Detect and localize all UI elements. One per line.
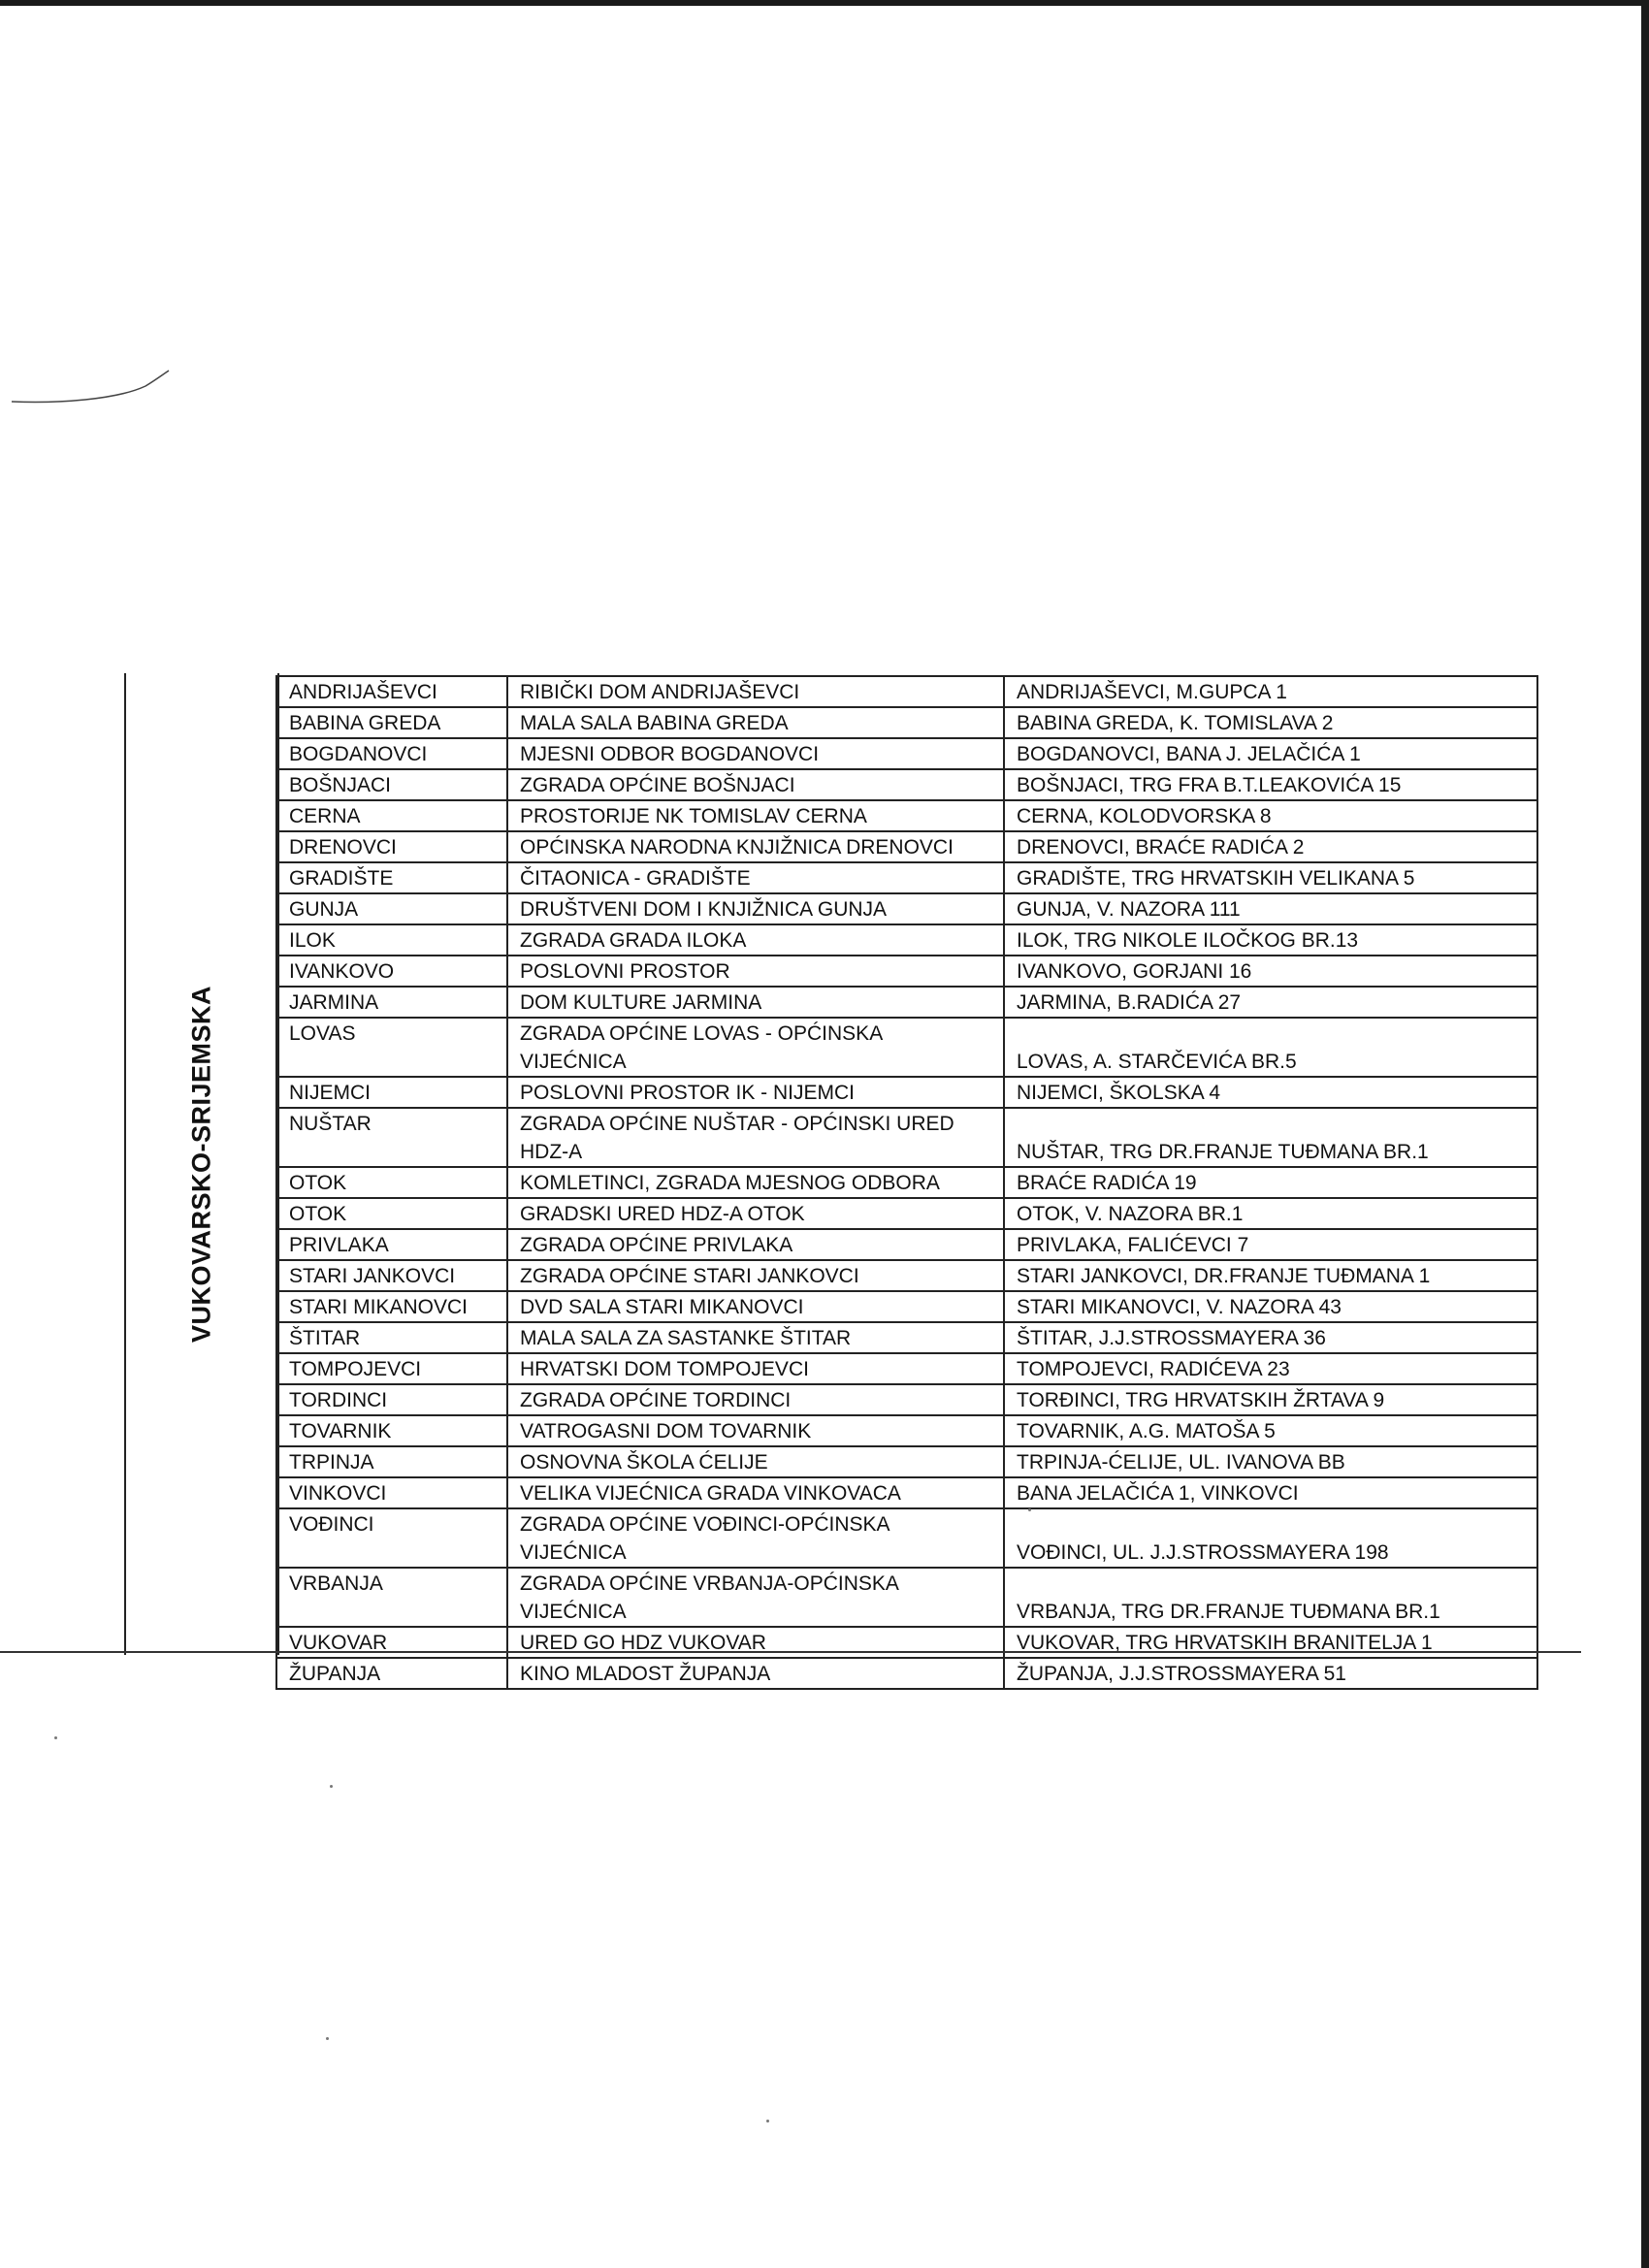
municipality-cell: ILOK: [276, 924, 507, 956]
table-row: [276, 1229, 1537, 1260]
municipality-cell: GRADIŠTE: [276, 862, 507, 893]
county-column: [124, 673, 279, 1655]
municipality-cell: JARMINA: [276, 987, 507, 1018]
address-cell: BRAĆE RADIĆA 19: [1004, 1167, 1537, 1198]
municipality-cell: VRBANJA: [276, 1568, 507, 1627]
address-cell: BABINA GREDA, K. TOMISLAVA 2: [1004, 707, 1537, 738]
address-cell: TORĐINCI, TRG HRVATSKIH ŽRTAVA 9: [1004, 1384, 1537, 1415]
municipality-cell: VUKOVAR: [276, 1627, 507, 1658]
address-cell: TOVARNIK, A.G. MATOŠA 5: [1004, 1415, 1537, 1446]
address-cell: CERNA, KOLODVORSKA 8: [1004, 800, 1537, 831]
location-cell: ZGRADA OPĆINE TORDINCI: [507, 1384, 1004, 1415]
table-row: [276, 987, 1537, 1018]
county-name: VUKOVARSKO-SRIJEMSKA: [186, 985, 216, 1344]
municipality-cell: NIJEMCI: [276, 1077, 507, 1108]
location-cell: OPĆINSKA NARODNA KNJIŽNICA DRENOVCI: [507, 831, 1004, 862]
municipality-cell: OTOK: [276, 1167, 507, 1198]
table-row: [276, 831, 1537, 862]
scan-speck: [766, 2120, 769, 2122]
municipality-cell: IVANKOVO: [276, 956, 507, 987]
location-cell: VELIKA VIJEĆNICA GRADA VINKOVACA: [507, 1477, 1004, 1508]
municipality-cell: PRIVLAKA: [276, 1229, 507, 1260]
table-row: [276, 1446, 1537, 1477]
address-cell: DRENOVCI, BRAĆE RADIĆA 2: [1004, 831, 1537, 862]
location-cell: MJESNI ODBOR BOGDANOVCI: [507, 738, 1004, 769]
polling-stations-table: [275, 675, 1538, 1690]
address-cell: ŠTITAR, J.J.STROSSMAYERA 36: [1004, 1322, 1537, 1353]
location-cell: KINO MLADOST ŽUPANJA: [507, 1658, 1004, 1689]
municipality-cell: STARI MIKANOVCI: [276, 1291, 507, 1322]
address-cell: BOGDANOVCI, BANA J. JELAČIĆA 1: [1004, 738, 1537, 769]
table-row: [276, 1477, 1537, 1508]
location-cell: ZGRADA OPĆINE NUŠTAR - OPĆINSKI URED HDZ-A: [507, 1108, 1004, 1167]
location-cell: POSLOVNI PROSTOR IK - NIJEMCI: [507, 1077, 1004, 1108]
address-cell: IVANKOVO, GORJANI 16: [1004, 956, 1537, 987]
scan-edge-right: [1641, 0, 1649, 2268]
municipality-cell: BOGDANOVCI: [276, 738, 507, 769]
address-cell: JARMINA, B.RADIĆA 27: [1004, 987, 1537, 1018]
table-row: [276, 1415, 1537, 1446]
municipality-cell: STARI JANKOVCI: [276, 1260, 507, 1291]
location-cell: ZGRADA OPĆINE LOVAS - OPĆINSKA VIJEĆNICA: [507, 1018, 1004, 1077]
address-cell: STARI JANKOVCI, DR.FRANJE TUĐMANA 1: [1004, 1260, 1537, 1291]
address-cell: LOVAS, A. STARČEVIĆA BR.5: [1004, 1018, 1537, 1077]
table-row: [276, 1260, 1537, 1291]
municipality-cell: GUNJA: [276, 893, 507, 924]
location-cell: ZGRADA OPĆINE STARI JANKOVCI: [507, 1260, 1004, 1291]
table-row: [276, 707, 1537, 738]
address-cell: BANA JELAČIĆA 1, VINKOVCI: [1004, 1477, 1537, 1508]
table-row: [276, 1658, 1537, 1689]
table-row: [276, 800, 1537, 831]
address-cell: NIJEMCI, ŠKOLSKA 4: [1004, 1077, 1537, 1108]
table-row: [276, 1627, 1537, 1658]
scan-speck: [54, 1736, 57, 1739]
address-cell: ŽUPANJA, J.J.STROSSMAYERA 51: [1004, 1658, 1537, 1689]
address-cell: TRPINJA-ĆELIJE, UL. IVANOVA BB: [1004, 1446, 1537, 1477]
table-row: [276, 1077, 1537, 1108]
table-body: [276, 676, 1537, 1689]
municipality-cell: VINKOVCI: [276, 1477, 507, 1508]
address-cell: BOŠNJACI, TRG FRA B.T.LEAKOVIĆA 15: [1004, 769, 1537, 800]
location-cell: POSLOVNI PROSTOR: [507, 956, 1004, 987]
table-row: [276, 1568, 1537, 1627]
address-cell: OTOK, V. NAZORA BR.1: [1004, 1198, 1537, 1229]
table-row: [276, 893, 1537, 924]
location-cell: OSNOVNA ŠKOLA ĆELIJE: [507, 1446, 1004, 1477]
municipality-cell: BABINA GREDA: [276, 707, 507, 738]
scan-speck: [1028, 1508, 1031, 1511]
table-row: [276, 924, 1537, 956]
address-cell: VOĐINCI, UL. J.J.STROSSMAYERA 198: [1004, 1508, 1537, 1568]
scan-speck: [326, 2037, 329, 2040]
location-cell: ČITAONICA - GRADIŠTE: [507, 862, 1004, 893]
table-row: [276, 1018, 1537, 1077]
address-cell: VUKOVAR, TRG HRVATSKIH BRANITELJA 1: [1004, 1627, 1537, 1658]
location-cell: DVD SALA STARI MIKANOVCI: [507, 1291, 1004, 1322]
location-cell: VATROGASNI DOM TOVARNIK: [507, 1415, 1004, 1446]
location-cell: GRADSKI URED HDZ-A OTOK: [507, 1198, 1004, 1229]
address-cell: GUNJA, V. NAZORA 111: [1004, 893, 1537, 924]
bottom-rule: [0, 1651, 1581, 1653]
table-row: [276, 1198, 1537, 1229]
table-row: [276, 1322, 1537, 1353]
scan-speck: [330, 1785, 333, 1788]
municipality-cell: TOVARNIK: [276, 1415, 507, 1446]
location-cell: MALA SALA ZA SASTANKE ŠTITAR: [507, 1322, 1004, 1353]
municipality-cell: OTOK: [276, 1198, 507, 1229]
table-row: [276, 1291, 1537, 1322]
pen-stroke-mark: [10, 359, 175, 417]
municipality-cell: LOVAS: [276, 1018, 507, 1077]
table-row: [276, 1384, 1537, 1415]
address-cell: STARI MIKANOVCI, V. NAZORA 43: [1004, 1291, 1537, 1322]
municipality-cell: ANDRIJAŠEVCI: [276, 676, 507, 707]
location-cell: PROSTORIJE NK TOMISLAV CERNA: [507, 800, 1004, 831]
location-cell: HRVATSKI DOM TOMPOJEVCI: [507, 1353, 1004, 1384]
municipality-cell: DRENOVCI: [276, 831, 507, 862]
municipality-cell: ŽUPANJA: [276, 1658, 507, 1689]
municipality-cell: VOĐINCI: [276, 1508, 507, 1568]
table-row: [276, 1508, 1537, 1568]
address-cell: NUŠTAR, TRG DR.FRANJE TUĐMANA BR.1: [1004, 1108, 1537, 1167]
location-cell: ZGRADA OPĆINE BOŠNJACI: [507, 769, 1004, 800]
municipality-cell: CERNA: [276, 800, 507, 831]
municipality-cell: TRPINJA: [276, 1446, 507, 1477]
municipality-cell: ŠTITAR: [276, 1322, 507, 1353]
table-row: [276, 738, 1537, 769]
address-cell: ANDRIJAŠEVCI, M.GUPCA 1: [1004, 676, 1537, 707]
location-cell: URED GO HDZ VUKOVAR: [507, 1627, 1004, 1658]
table-row: [276, 1108, 1537, 1167]
location-cell: ZGRADA OPĆINE VOĐINCI-OPĆINSKA VIJEĆNICA: [507, 1508, 1004, 1568]
table-row: [276, 862, 1537, 893]
location-cell: DRUŠTVENI DOM I KNJIŽNICA GUNJA: [507, 893, 1004, 924]
address-cell: ILOK, TRG NIKOLE ILOČKOG BR.13: [1004, 924, 1537, 956]
address-cell: VRBANJA, TRG DR.FRANJE TUĐMANA BR.1: [1004, 1568, 1537, 1627]
location-cell: ZGRADA OPĆINE VRBANJA-OPĆINSKA VIJEĆNICA: [507, 1568, 1004, 1627]
table-row: [276, 1167, 1537, 1198]
address-cell: GRADIŠTE, TRG HRVATSKIH VELIKANA 5: [1004, 862, 1537, 893]
location-cell: RIBIČKI DOM ANDRIJAŠEVCI: [507, 676, 1004, 707]
municipality-cell: NUŠTAR: [276, 1108, 507, 1167]
location-cell: DOM KULTURE JARMINA: [507, 987, 1004, 1018]
location-cell: MALA SALA BABINA GREDA: [507, 707, 1004, 738]
table-row: [276, 1353, 1537, 1384]
table-row: [276, 956, 1537, 987]
location-cell: ZGRADA GRADA ILOKA: [507, 924, 1004, 956]
location-cell: KOMLETINCI, ZGRADA MJESNOG ODBORA: [507, 1167, 1004, 1198]
table-row: [276, 769, 1537, 800]
municipality-cell: BOŠNJACI: [276, 769, 507, 800]
scan-edge-top: [0, 0, 1649, 6]
address-cell: TOMPOJEVCI, RADIĆEVA 23: [1004, 1353, 1537, 1384]
location-cell: ZGRADA OPĆINE PRIVLAKA: [507, 1229, 1004, 1260]
municipality-cell: TOMPOJEVCI: [276, 1353, 507, 1384]
table-row: [276, 676, 1537, 707]
municipality-cell: TORDINCI: [276, 1384, 507, 1415]
address-cell: PRIVLAKA, FALIĆEVCI 7: [1004, 1229, 1537, 1260]
